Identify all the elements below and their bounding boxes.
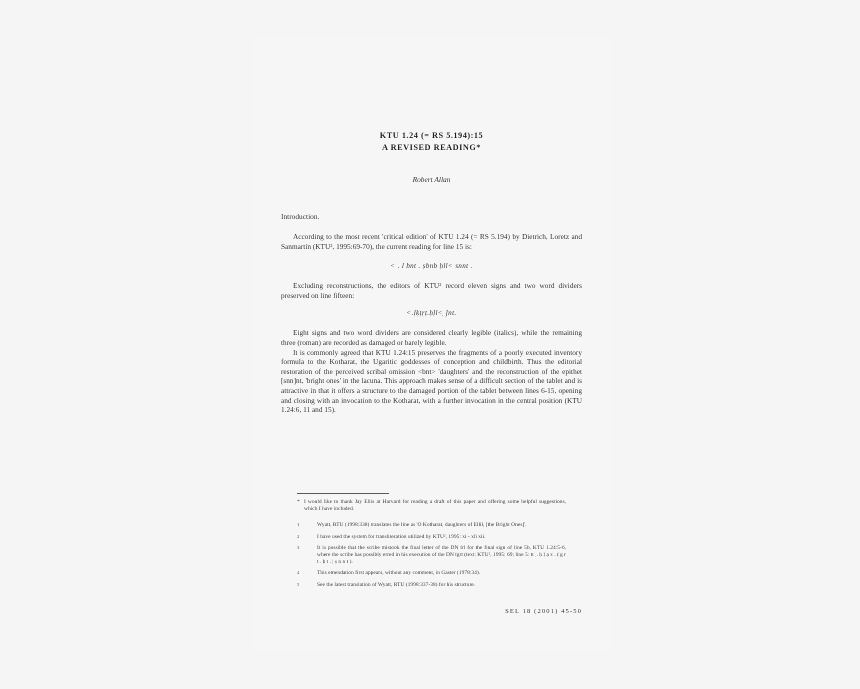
footnote-marker: 5 [297, 581, 300, 587]
footnote-marker: 2 [297, 533, 300, 539]
footnote-separator-rule [297, 493, 389, 494]
body-column [281, 212, 582, 415]
footnote-item [297, 582, 566, 589]
footnote-text: Wyatt, RTU (1998:338) translates the line as 'O Kotharat, daughters of Ellil, [the Bright Ones]'. [317, 522, 527, 529]
footnote-area [275, 493, 588, 593]
footnote-marker: 1 [297, 522, 300, 528]
footnote-text: This emendation first appears, without any comment, in Gaster (1978:34). [317, 570, 481, 577]
paragraph-2: Excluding reconstructions, the editors of KTU² record eleven signs and two word dividers preserved on line fifteen: [281, 281, 582, 300]
page-title-line-1: KTU 1.24 (= RS 5.194):15 [379, 131, 484, 140]
quoted-transliteration-2: ˂.ḷḳṭṛṭ.ḥḷl˂̣ ]nt. [406, 309, 457, 318]
footnote-item [297, 534, 566, 541]
footnote-text: It is possible that the scribe mistook the final letter of the DN ṫrṫ for the final sign of line 5b, KTU 1.24:5-6, where the scribe has possibly erred in his execution of the DN ṫgrt (text: KTU², 1995: 69; line 5: tt ̣ . ḥ ḷ ạ x . ṭ̇ g r t . ḅ t . | ṣ n n t ). [317, 544, 566, 566]
footnote-item [297, 570, 566, 577]
paragraph-1: According to the most recent 'critical edition' of KTU 1.24 (= RS 5.194) by Dietrich, Loretz and Sanmartín (KTU², 1995:69-70), the current reading for line 15 is: [281, 232, 582, 251]
document-page [253, 38, 610, 651]
footnote-text: I would like to thank Jay Ellis at Harvard for reading a draft of this paper and offering some helpful suggestions, which I have included. [304, 499, 566, 513]
quoted-transliteration-1: ˂ . l bnt . ṣbnb ḥll˂ snnt . [390, 262, 473, 271]
page-title-line-2: A REVISED READING* [382, 142, 481, 152]
footnote-text: See the latest translation of Wyatt, RTU (1998:337-38) for his structure. [317, 581, 476, 588]
footnote-item [297, 522, 566, 529]
paragraph-4: It is commonly agreed that KTU 1.24:15 preserves the fragments of a poorly executed inventory formula to the Kotharat, the Ugaritic goddesses of conception and childbirth. Thus the editorial restoration of the perceived scribal omission <bnt> 'daughters' and the reconstruction of the epithet [snn]nt, 'bright ones' in the lacuna. This approach makes sense of a difficult section of the tablet and is attractive in that it offers a structure to the damaged portion of the tablet between lines 6-15, opening and closing with an invocation to the Kotharat, with a further invocation in the central position (KTU 1.24:6, 11 and 15). [281, 347, 582, 415]
footnote-marker: 4 [297, 570, 300, 576]
title-block [253, 130, 610, 153]
footnote-item [297, 545, 566, 567]
paragraph-3: Eight signs and two word dividers are considered clearly legible (italics), while the remaining three (roman) are recorded as damaged or barely legible. [281, 328, 582, 347]
author-name: Robert Allan [412, 175, 451, 184]
footnote-text: I have used the system for transliteration utilized by KTU², 1995: xi - xli xii. [317, 533, 486, 540]
footnote-item [297, 499, 566, 513]
page-footer-citation: SEL 18 (2001) 45-50 [505, 608, 582, 615]
footnote-marker: * [297, 499, 300, 505]
footnote-marker: 3 [297, 544, 300, 550]
section-heading-introduction: Introduction. [281, 212, 320, 221]
